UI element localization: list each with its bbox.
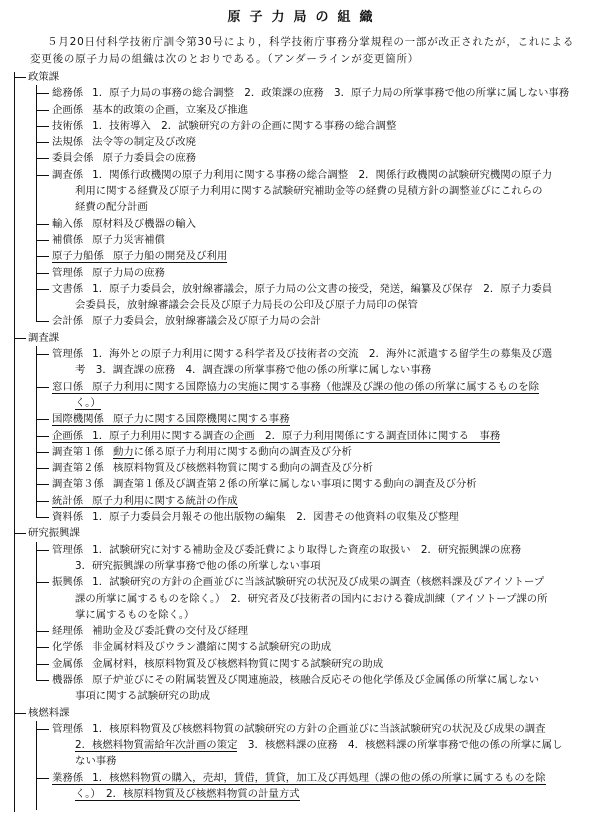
unit-item: [36, 493, 600, 509]
unit-item: [36, 281, 600, 314]
unit-name: 委員会係: [52, 152, 94, 165]
organization-tree: [14, 69, 600, 812]
unit-list: [36, 85, 600, 329]
unit-duty-line: [52, 542, 600, 558]
unit-duty-line: [52, 753, 600, 769]
unit-duty-line: [52, 786, 600, 802]
unit-name: 業務係: [52, 772, 92, 785]
unit-duty-line: [52, 297, 600, 313]
unit-duty-text: 原子力利用に関する統計の作成: [92, 494, 238, 507]
unit-duty-text: 経費の配分計画: [75, 201, 148, 214]
unit-duty-text: 1．原子力局の事務の総合調整 2．政策課の庶務 3．原子力局の所掌事務で他の所掌に属しない事務: [92, 87, 570, 100]
unit-duty-text: く。） 2．核原料物質及び核燃料物質の計量方式: [75, 788, 300, 801]
unit-duty-text: 調査第１係及び調査第２係の所掌に属しない事項に関する動向の調査及び分析: [112, 478, 477, 491]
unit-duty-line: [52, 183, 600, 199]
unit-duty-line: [52, 737, 600, 753]
division-title: 核燃料課: [14, 705, 600, 721]
unit-item: [36, 509, 600, 525]
unit-list: [36, 346, 600, 525]
unit-name: 調査第１係: [52, 445, 104, 458]
unit-item: [36, 118, 600, 134]
unit-name: 企画係: [52, 430, 92, 443]
unit-name: 化学係: [52, 641, 84, 654]
unit-duty-text: 事項に関する試験研究の助成: [75, 690, 211, 703]
unit-name: 調査係: [52, 168, 84, 181]
unit-item: [36, 150, 600, 166]
unit-duty-line: [52, 134, 600, 150]
unit-duty-text: 原子力に関する国際機関に関する事務: [112, 413, 290, 426]
unit-name: 管理係: [52, 722, 84, 735]
unit-duty-text: 動力: [112, 445, 134, 458]
unit-duty-line: [52, 167, 600, 183]
unit-item: [36, 411, 600, 427]
unit-duty-text: 金属材料，核原料物質及び核燃料物質に関する試験研究の助成: [92, 657, 384, 670]
unit-duty-line: [52, 216, 600, 232]
unit-duty-line: [52, 607, 600, 623]
division-title: 政策課: [14, 69, 600, 85]
unit-duty-text: 原子力委員会，放射線審議会及び原子力局の会計: [92, 315, 321, 328]
unit-name: 統計係: [52, 495, 92, 508]
unit-name: 補償係: [52, 233, 84, 246]
unit-name: 金属係: [52, 657, 84, 670]
unit-item: [36, 476, 600, 492]
unit-duty-line: [52, 362, 600, 378]
unit-duty-line: [52, 444, 600, 460]
intro-line: ５月20日付科学技術庁訓令第30号により，科学技術庁事務分掌規程の一部が改正されたが，これによる: [47, 36, 575, 48]
unit-item: [36, 770, 600, 803]
unit-name: 原子力船係: [52, 250, 113, 263]
unit-duty-text: 原材料及び機器の輸入: [92, 217, 197, 230]
unit-duty-text: 1．海外との原子力利用に関する科学者及び技術者の交流 2．海外に派遣する留学生の募集及び選: [92, 348, 553, 361]
unit-duty-line: [52, 265, 600, 281]
unit-item: [36, 346, 600, 379]
unit-duty-line: [52, 411, 600, 427]
intro-line: 変更後の原子力局の組織は次のとおりである。（アンダーラインが変更箇所）: [30, 53, 420, 65]
unit-name: 総務係: [52, 87, 84, 100]
unit-duty-text: 核原料物質及び核燃料物質に関する動向の調査及び分析: [112, 462, 373, 475]
unit-duty-line: [52, 248, 600, 264]
division-section: [14, 330, 600, 526]
unit-duty-text: 原子力災害補償: [92, 233, 165, 246]
unit-duty-line: [52, 639, 600, 655]
unit-list: [36, 542, 600, 705]
unit-duty-line: [52, 281, 600, 297]
unit-name: 窓口係: [52, 381, 92, 394]
unit-item: [36, 167, 600, 216]
unit-duty-text: 原子力局の庶務: [92, 266, 165, 279]
unit-name: 管理係: [52, 543, 84, 556]
unit-duty-text: ない事務: [75, 755, 117, 768]
unit-duty-text: に係る原子力利用に関する動向の調査及び分析: [133, 445, 352, 458]
unit-duty-text: 法令等の制定及び改廃: [92, 136, 197, 149]
unit-duty-text: 原子力船の開発及び利用: [112, 250, 228, 263]
unit-name: 経理係: [52, 625, 84, 638]
unit-item: [36, 639, 600, 655]
division-title: 研究振興課: [14, 525, 600, 541]
unit-name: 調査第２係: [52, 462, 104, 475]
unit-duty-line: [52, 591, 600, 607]
unit-name: 国際機関係: [52, 413, 113, 426]
unit-duty-line: [52, 199, 600, 215]
unit-duty-line: [52, 656, 600, 672]
unit-duty-text: 原子炉並びにその附属装置及び関連施設，核融合反応その他化学係及び金属係の所掌に属しない: [92, 673, 539, 686]
unit-duty-text: 基本的政策の企画，立案及び推進: [92, 103, 249, 116]
unit-duty-line: [52, 150, 600, 166]
unit-duty-text: 原子力委員会の庶務: [102, 152, 197, 165]
unit-name: 企画係: [52, 103, 84, 116]
unit-duty-line: [52, 395, 600, 411]
unit-duty-text: 掌に属するものを除く。）: [75, 608, 195, 621]
unit-name: 法規係: [52, 136, 84, 149]
unit-duty-line: [52, 379, 600, 395]
unit-name: 会計係: [52, 315, 84, 328]
unit-duty-line: [52, 493, 600, 509]
unit-duty-text: 非金属材料及びウラン濃縮に関する試験研究の助成: [92, 641, 332, 654]
unit-item: [36, 444, 600, 460]
unit-duty-text: 原子力利用に関する国際協力の実施に関する事務（他課及び課の他の係の所掌に属するものを除: [92, 380, 539, 393]
unit-duty-text: 1．核燃料物質の購入，売却，賃借，賃貸，加工及び再処理（課の他の係の所掌に属するものを除: [92, 771, 546, 784]
unit-duty-text: 課の所掌に属するものを除く。） 2．研究者及び技術者の国内における養成訓練（アイソトープ課の所: [75, 592, 548, 605]
unit-duty-text: 2．核燃料物質需給年次計画の策定: [75, 739, 238, 752]
unit-duty-line: [52, 623, 600, 639]
unit-duty-line: [52, 476, 600, 492]
unit-duty-line: [52, 721, 600, 737]
unit-duty-text: 利用に関する経費及び原子力利用に関する試験研究補助金等の経費の見積方針の調整並びにこれらの: [75, 185, 543, 198]
unit-duty-line: [52, 118, 600, 134]
unit-item: [36, 232, 600, 248]
unit-duty-text: 1．原子力委員会，放射線審議会，原子力局の公文書の接受，発送，編纂及び保存 2．原子力委員: [92, 282, 553, 295]
unit-duty-line: [52, 558, 600, 574]
unit-item: [36, 265, 600, 281]
unit-duty-text: 3．研究振興課の所掌事務で他の係の所掌しない事項: [75, 559, 321, 572]
unit-item: [36, 313, 600, 329]
unit-name: 管理係: [52, 266, 84, 279]
unit-duty-line: [52, 460, 600, 476]
unit-item: [36, 85, 600, 101]
unit-duty-line: [52, 509, 600, 525]
unit-duty-text: 3．核燃料課の庶務 4．核燃料課の所掌事務で他の係の所掌に属し: [237, 739, 563, 752]
unit-duty-text: 1．原子力委員会月報その他出版物の編集 2．図書その他資料の収集及び整理: [92, 511, 459, 524]
unit-duty-line: [52, 346, 600, 362]
unit-duty-line: [52, 85, 600, 101]
unit-duty-line: [52, 574, 600, 590]
unit-name: 振興係: [52, 576, 84, 589]
unit-item: [36, 574, 600, 623]
unit-name: 技術係: [52, 119, 84, 132]
unit-name: 機器係: [52, 673, 84, 686]
division-title: 調査課: [14, 330, 600, 346]
unit-duty-line: [52, 688, 600, 704]
unit-name: 文書係: [52, 282, 84, 295]
unit-name: 調査第３係: [52, 478, 104, 491]
unit-duty-text: 1．原子力利用に関する調査の企画 2．原子力利用関係にする調査団体に関する 事務: [92, 429, 501, 442]
unit-item: [36, 379, 600, 412]
unit-duty-line: [52, 672, 600, 688]
unit-item: [36, 216, 600, 232]
unit-duty-text: く。）: [75, 396, 101, 409]
unit-duty-text: 1．核原料物質及び核燃料物質の試験研究の方針の企画並びに当該試験研究の状況及び成果の調査: [92, 722, 546, 735]
unit-duty-line: [52, 313, 600, 329]
unit-item: [36, 248, 600, 264]
division-section: [14, 525, 600, 704]
unit-duty-line: [52, 770, 600, 786]
unit-item: [36, 428, 600, 444]
unit-list: [36, 721, 600, 802]
unit-duty-line: [52, 428, 600, 444]
unit-name: 管理係: [52, 348, 84, 361]
document-title: 原子力局の組織: [227, 10, 382, 25]
intro-paragraph: [0, 34, 600, 68]
division-section: [14, 69, 600, 330]
unit-name: 資料係: [52, 511, 84, 524]
unit-duty-line: [52, 232, 600, 248]
unit-duty-text: 1．関係行政機関の原子力利用に関する事務の総合調整 2．関係行政機関の試験研究機関の原子力: [92, 168, 553, 181]
unit-duty-text: 補助金及び委託費の交付及び経理: [92, 625, 249, 638]
unit-duty-text: 1．試験研究の方針の企画並びに当該試験研究の状況及び成果の調査（核燃料課及びアイソトープ: [92, 576, 545, 589]
unit-name: 輸入係: [52, 217, 84, 230]
unit-item: [36, 460, 600, 476]
unit-item: [36, 134, 600, 150]
unit-duty-text: 会委員長，放射線審議会会長及び原子力局長の公印及び原子力局印の保管: [75, 299, 418, 312]
unit-item: [36, 542, 600, 575]
division-section: [14, 705, 600, 803]
unit-duty-text: 1．試験研究に対する補助金及び委託費により取得した資産の取扱い 2．研究振興課の庶務: [92, 543, 522, 556]
unit-item: [36, 656, 600, 672]
unit-item: [36, 721, 600, 770]
unit-duty-text: 考 3．調査課の庶務 4．調査課の所掌事務で他の係の所掌に属しない事務: [75, 364, 432, 377]
unit-item: [36, 672, 600, 705]
unit-item: [36, 102, 600, 118]
unit-duty-text: 1．技術導入 2．試験研究の方針の企画に関する事務の総合調整: [92, 119, 397, 132]
unit-duty-line: [52, 102, 600, 118]
unit-item: [36, 623, 600, 639]
